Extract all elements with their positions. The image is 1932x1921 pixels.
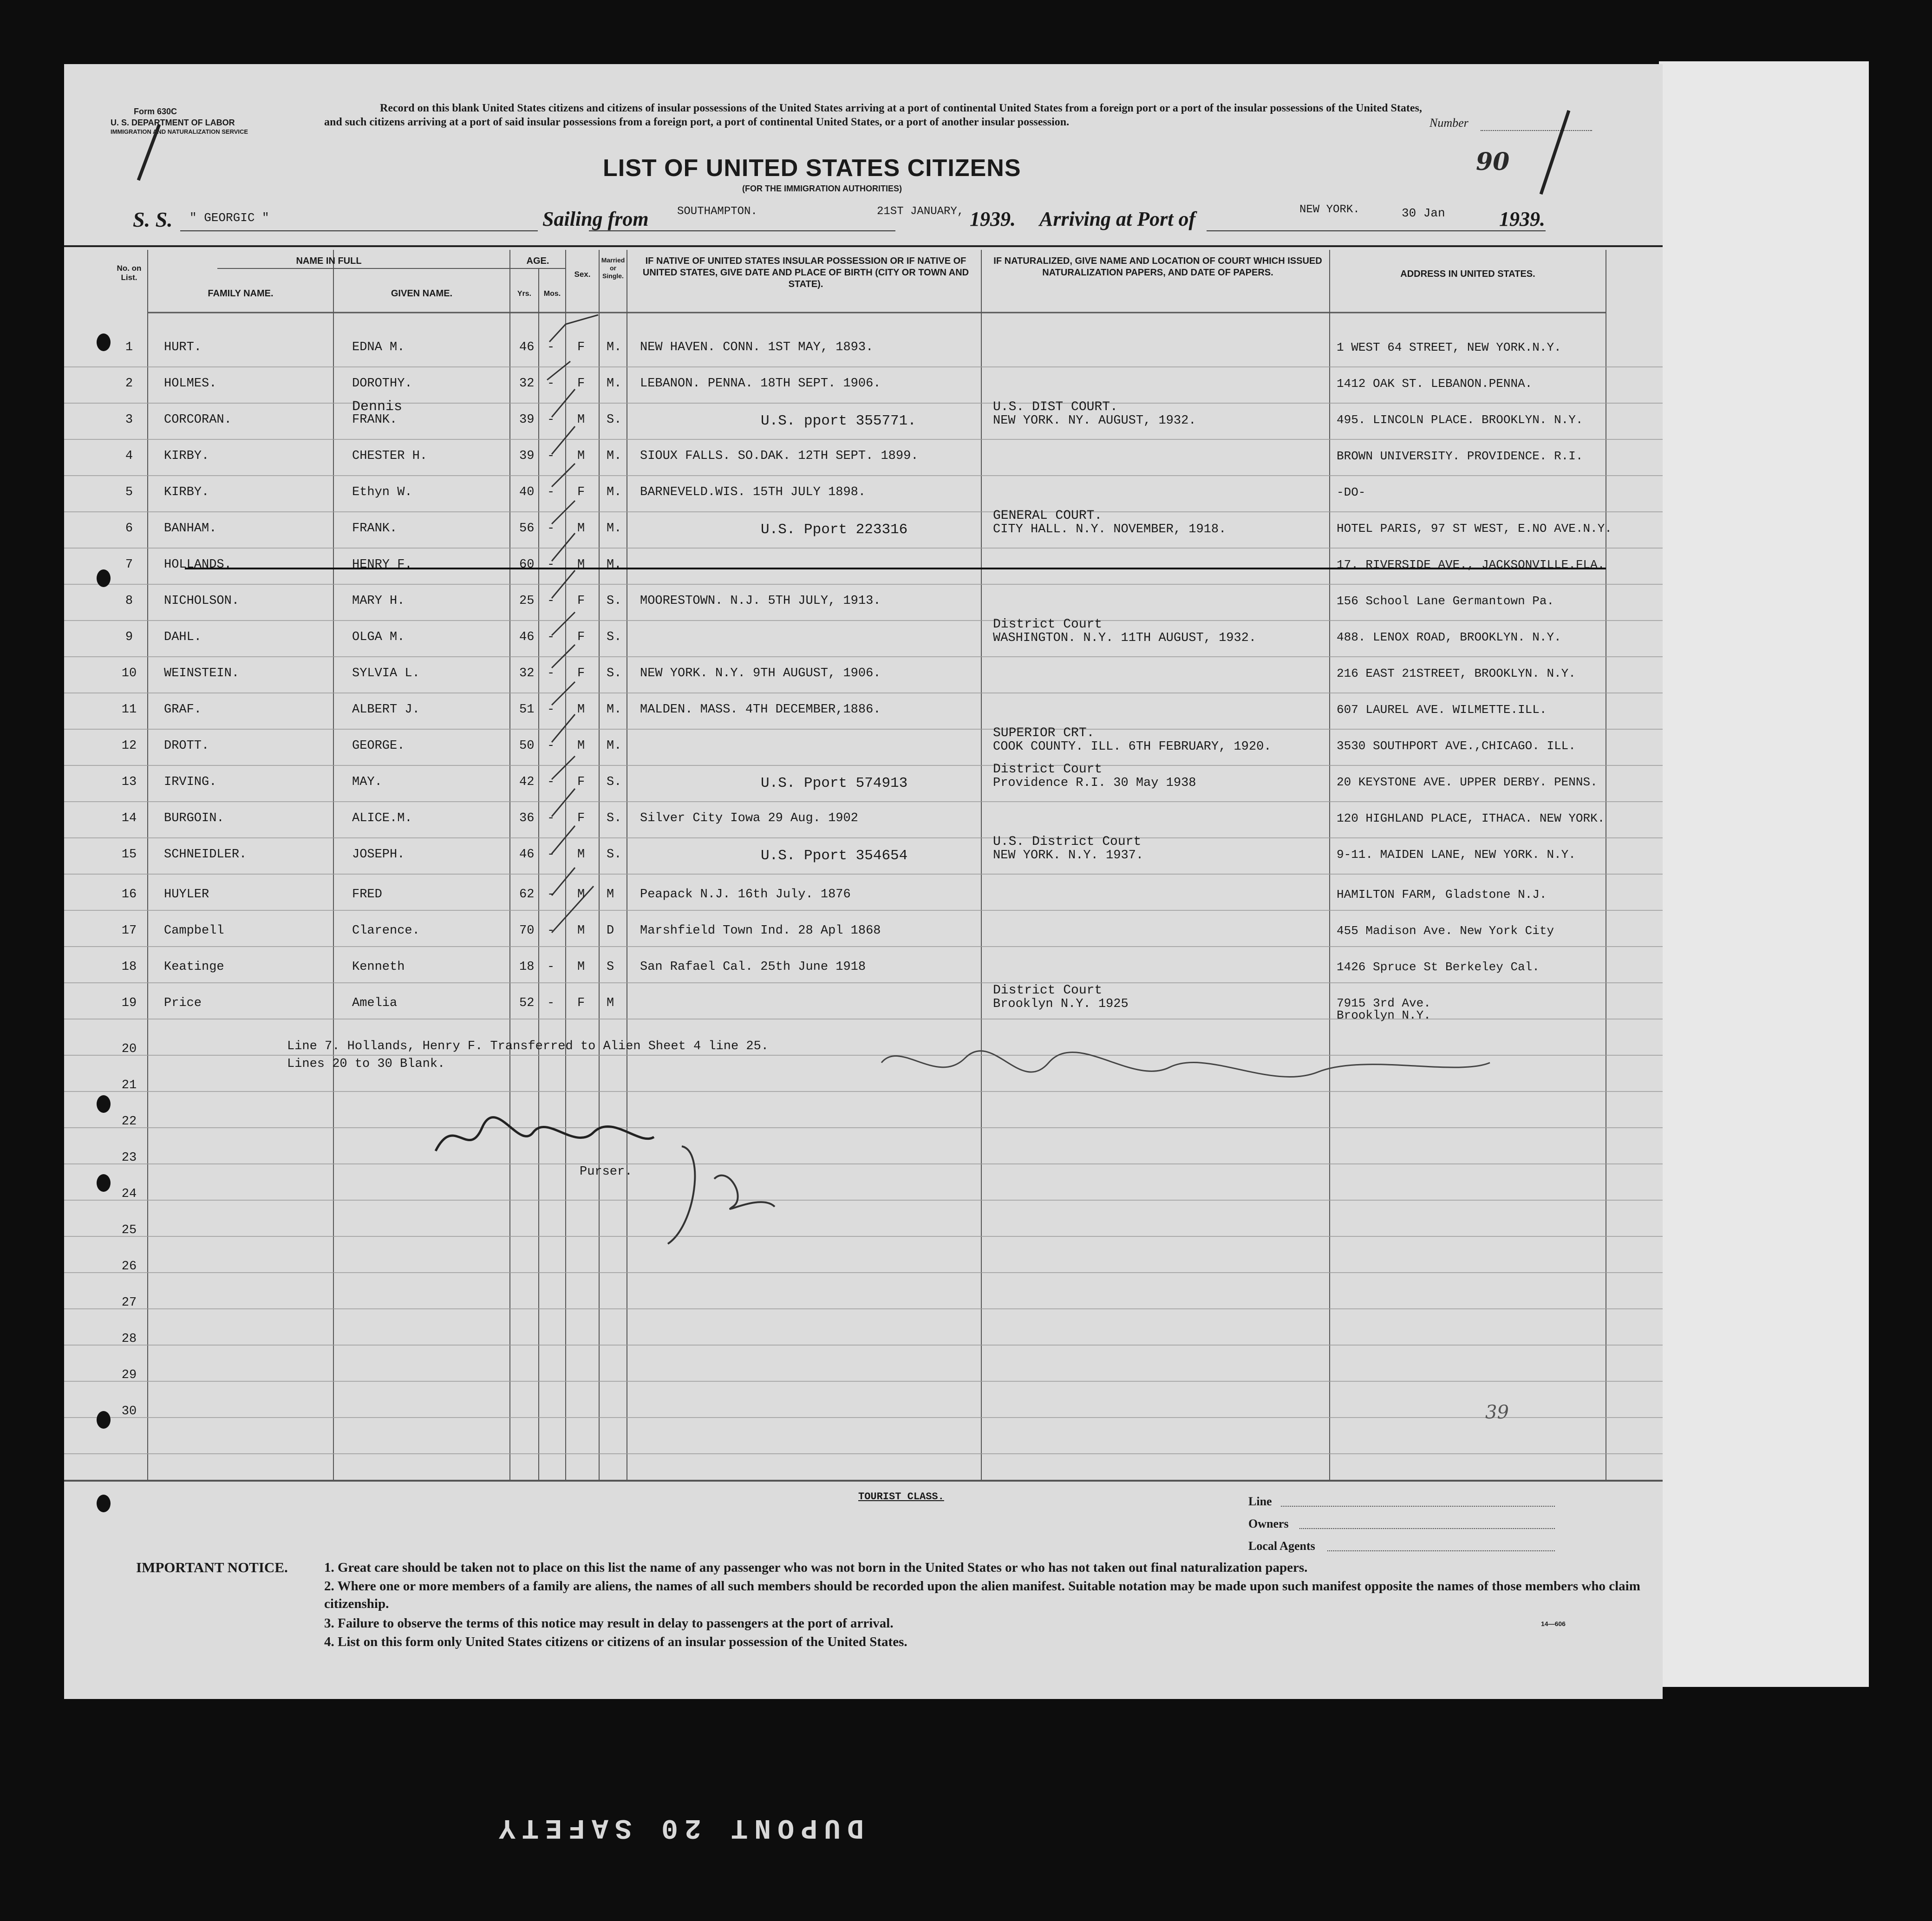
age-years: 52 — [519, 996, 535, 1010]
empty-line-number: 23 — [121, 1151, 137, 1165]
address: -DO- — [1337, 485, 1366, 499]
line-number: 1 — [125, 340, 133, 354]
arriving-port: NEW YORK. — [1299, 203, 1360, 216]
agents-label: Local Agents — [1248, 1539, 1315, 1553]
line-number: 9 — [125, 630, 133, 644]
sex: M — [577, 413, 585, 427]
marital-status: M. — [607, 449, 622, 463]
address: 216 EAST 21STREET, BROOKLYN. N.Y. — [1337, 666, 1576, 680]
birth-info: Peapack N.J. 16th July. 1876 — [640, 888, 851, 902]
table-grid — [64, 64, 1663, 1699]
sex: F — [577, 377, 585, 391]
given-name: FRANK. — [352, 522, 398, 536]
ship-name: " GEORGIC " — [189, 211, 269, 225]
naturalization-location: Brooklyn N.Y. 1925 — [993, 997, 1129, 1011]
col-header-no: No. on List. — [117, 264, 142, 282]
age-months: - — [547, 848, 555, 862]
family-name: Campbell — [164, 924, 224, 938]
naturalization-location: COOK COUNTY. ILL. 6TH FEBRUARY, 1920. — [993, 740, 1272, 754]
naturalization-court: District Court — [993, 762, 1103, 777]
notice-title: IMPORTANT NOTICE. — [136, 1559, 288, 1575]
age-months: - — [547, 739, 555, 753]
line-number: 4 — [125, 449, 133, 463]
film-edge-print: DUPONT 20 SAFETY — [492, 1811, 864, 1843]
sex: F — [577, 630, 585, 644]
sex: M — [577, 558, 585, 572]
naturalization-court: U.S. DIST COURT. — [993, 400, 1118, 414]
address: 7915 3rd Ave. — [1337, 996, 1431, 1010]
punch-hole — [97, 1095, 111, 1113]
address: BROWN UNIVERSITY. PROVIDENCE. R.I. — [1337, 449, 1583, 463]
naturalization-location: NEW YORK. N.Y. 1937. — [993, 849, 1144, 862]
col-header-age: AGE. — [526, 256, 549, 266]
marital-status: S. — [607, 811, 622, 825]
line-number: 14 — [121, 811, 137, 825]
address: 17. RIVERSIDE AVE., JACKSONVILLE.FLA. — [1337, 558, 1605, 572]
sex: M — [577, 739, 585, 753]
naturalization-location: CITY HALL. N.Y. NOVEMBER, 1918. — [993, 523, 1227, 536]
sex: F — [577, 666, 585, 680]
year-1: 1939. — [970, 208, 1016, 230]
birth-info: Silver City Iowa 29 Aug. 1902 — [640, 811, 858, 825]
arriving-label: Arriving at Port of — [1039, 208, 1196, 230]
given-name: CHESTER H. — [352, 449, 428, 463]
marital-status: M. — [607, 703, 622, 717]
age-years: 51 — [519, 703, 535, 717]
age-months: - — [547, 594, 555, 608]
naturalization-court: SUPERIOR CRT. — [993, 726, 1095, 740]
birth-info: U.S. Pport 354654 — [761, 848, 908, 864]
address: 607 LAUREL AVE. WILMETTE.ILL. — [1337, 703, 1547, 717]
line-number: 15 — [121, 848, 137, 862]
sex: F — [577, 485, 585, 499]
notice-1: 1. Great care should be taken not to place on this list the name of any passenger who was not born in the United States or who has not taken out final naturalization papers. — [324, 1560, 1308, 1575]
given-name: HENRY F. — [352, 558, 412, 572]
address: 9-11. MAIDEN LANE, NEW YORK. N.Y. — [1337, 848, 1576, 862]
marital-status: D — [607, 924, 614, 938]
marital-status: M. — [607, 522, 622, 536]
empty-line-number: 25 — [121, 1223, 137, 1237]
given-name-addition: Dennis — [352, 399, 403, 415]
given-name: ALICE.M. — [352, 811, 412, 825]
birth-info: San Rafael Cal. 25th June 1918 — [640, 960, 866, 974]
age-months: - — [547, 924, 555, 938]
age-years: 18 — [519, 960, 535, 974]
age-months: - — [547, 775, 555, 789]
line-number: 3 — [125, 413, 133, 427]
family-name: IRVING. — [164, 775, 217, 789]
age-years: 56 — [519, 522, 535, 536]
list-number: 90 — [1476, 148, 1510, 176]
naturalization-court: U.S. District Court — [993, 835, 1142, 849]
marital-status: M. — [607, 377, 622, 391]
address: 1412 OAK ST. LEBANON.PENNA. — [1337, 377, 1533, 391]
address: 20 KEYSTONE AVE. UPPER DERBY. PENNS. — [1337, 775, 1598, 789]
family-name: HOLMES. — [164, 377, 217, 391]
age-years: 32 — [519, 377, 535, 391]
number-label: Number — [1429, 116, 1469, 130]
age-months: - — [547, 485, 555, 499]
family-name: DAHL. — [164, 630, 202, 644]
family-name: CORCORAN. — [164, 413, 232, 427]
owners-underline — [1299, 1528, 1555, 1529]
age-years: 70 — [519, 924, 535, 938]
given-name: EDNA M. — [352, 340, 405, 354]
birth-info: NEW HAVEN. CONN. 1ST MAY, 1893. — [640, 340, 874, 354]
age-years: 32 — [519, 666, 535, 680]
family-name: Price — [164, 996, 202, 1010]
age-months: - — [547, 811, 555, 825]
age-months: - — [547, 340, 555, 354]
address: 120 HIGHLAND PLACE, ITHACA. NEW YORK. — [1337, 811, 1605, 825]
marital-status: M. — [607, 558, 622, 572]
marital-status: M. — [607, 739, 622, 753]
age-months: - — [547, 522, 555, 536]
line-number: 10 — [121, 666, 137, 680]
marital-status: S — [607, 960, 614, 974]
age-months: - — [547, 703, 555, 717]
empty-line-number: 20 — [121, 1042, 137, 1056]
given-name: OLGA M. — [352, 630, 405, 644]
sex: M — [577, 848, 585, 862]
punch-hole — [97, 569, 111, 587]
age-years: 46 — [519, 630, 535, 644]
marital-status: S. — [607, 594, 622, 608]
birth-info: NEW YORK. N.Y. 9TH AUGUST, 1906. — [640, 666, 881, 680]
line-underline — [1281, 1506, 1555, 1507]
age-months: - — [547, 666, 555, 680]
line-number: 17 — [121, 924, 137, 938]
birth-info: SIOUX FALLS. SO.DAK. 12TH SEPT. 1899. — [640, 449, 919, 463]
adjacent-page — [1659, 61, 1869, 1687]
marital-status: M. — [607, 340, 622, 354]
page-mark: 39 — [1485, 1402, 1509, 1423]
line-number: 7 — [125, 558, 133, 572]
family-name: HURT. — [164, 340, 202, 354]
line-number: 11 — [121, 703, 137, 717]
given-name: ALBERT J. — [352, 703, 420, 717]
given-name: Amelia — [352, 996, 398, 1010]
empty-line-number: 24 — [121, 1187, 137, 1201]
ss-label: S. S. — [133, 208, 173, 231]
birth-info: Marshfield Town Ind. 28 Apl 1868 — [640, 924, 881, 938]
punch-hole — [97, 333, 111, 351]
birth-info: BARNEVELD.WIS. 15TH JULY 1898. — [640, 485, 866, 499]
age-years: 25 — [519, 594, 535, 608]
form-number: Form 630C — [134, 107, 177, 116]
marital-status: S. — [607, 666, 622, 680]
given-name: FRANK. — [352, 413, 398, 427]
empty-line-number: 21 — [121, 1078, 137, 1092]
manifest-sheet — [64, 64, 1663, 1699]
birth-info: MOORESTOWN. N.J. 5TH JULY, 1913. — [640, 594, 881, 608]
age-years: 42 — [519, 775, 535, 789]
service: IMMIGRATION AND NATURALIZATION SERVICE — [111, 128, 248, 135]
address: HOTEL PARIS, 97 ST WEST, E.NO AVE.N.Y. — [1337, 522, 1612, 536]
sex: M — [577, 888, 585, 902]
age-years: 40 — [519, 485, 535, 499]
age-years: 46 — [519, 340, 535, 354]
sex: F — [577, 996, 585, 1010]
col-header-mos: Mos. — [543, 290, 561, 298]
department: U. S. DEPARTMENT OF LABOR — [111, 118, 235, 127]
age-years: 39 — [519, 413, 535, 427]
address: 1 WEST 64 STREET, NEW YORK.N.Y. — [1337, 340, 1561, 354]
line-number: 6 — [125, 522, 133, 536]
family-name: DROTT. — [164, 739, 209, 753]
line-number: 8 — [125, 594, 133, 608]
marital-status: S. — [607, 630, 622, 644]
sex: M — [577, 703, 585, 717]
naturalization-location: WASHINGTON. N.Y. 11TH AUGUST, 1932. — [993, 631, 1257, 645]
birth-info: U.S. pport 355771. — [761, 413, 916, 429]
sex: F — [577, 594, 585, 608]
col-header-married: Married or Single. — [601, 256, 625, 280]
line-number: 18 — [121, 960, 137, 974]
sailing-date: 21ST JANUARY, — [877, 205, 964, 218]
col-header-given: GIVEN NAME. — [391, 288, 453, 299]
family-name: BURGOIN. — [164, 811, 224, 825]
age-years: 39 — [519, 449, 535, 463]
naturalization-location: Providence R.I. 30 May 1938 — [993, 776, 1196, 790]
empty-line-number: 28 — [121, 1332, 137, 1346]
marital-status: S. — [607, 775, 622, 789]
owners-label: Owners — [1248, 1517, 1289, 1530]
family-name: SCHNEIDLER. — [164, 848, 247, 862]
age-months: - — [547, 377, 555, 391]
empty-line-number: 26 — [121, 1260, 137, 1274]
marital-status: S. — [607, 848, 622, 862]
given-name: DOROTHY. — [352, 377, 412, 391]
page-subtitle: (FOR THE IMMIGRATION AUTHORITIES) — [742, 184, 902, 193]
birth-info: MALDEN. MASS. 4TH DECEMBER,1886. — [640, 703, 881, 717]
sex: M — [577, 449, 585, 463]
naturalization-location: NEW YORK. NY. AUGUST, 1932. — [993, 414, 1196, 428]
age-years: 50 — [519, 739, 535, 753]
marital-status: M — [607, 888, 614, 902]
line-number: 13 — [121, 775, 137, 789]
col-header-family: FAMILY NAME. — [208, 288, 274, 299]
form-code: 14—606 — [1541, 1620, 1566, 1627]
year-2: 1939. — [1499, 208, 1545, 230]
empty-line-number: 22 — [121, 1115, 137, 1129]
address: 455 Madison Ave. New York City — [1337, 924, 1554, 938]
line-label: Line — [1248, 1495, 1272, 1508]
given-name: Ethyn W. — [352, 485, 412, 499]
empty-line-number: 27 — [121, 1296, 137, 1310]
col-header-yrs: Yrs. — [517, 290, 532, 298]
family-name: GRAF. — [164, 703, 202, 717]
marital-status: S. — [607, 413, 622, 427]
col-header-naturalized: IF NATURALIZED, GIVE NAME AND LOCATION OF COURT WHICH ISSUED NATURALIZATION PAPERS, AND DATE OF PAPERS. — [993, 256, 1322, 278]
age-years: 46 — [519, 848, 535, 862]
family-name: HUYLER — [164, 888, 209, 902]
family-name: HOLLANDS. — [164, 558, 232, 572]
line-number: 2 — [125, 377, 133, 391]
given-name: Kenneth — [352, 960, 405, 974]
purser-label: Purser. — [580, 1165, 633, 1179]
given-name: MAY. — [352, 775, 382, 789]
given-name: JOSEPH. — [352, 848, 405, 862]
notice-2: 2. Where one or more members of a family are aliens, the names of all such members should be recorded upon the alien manifest. Suitable notation may be made upon such manifest opposite the names of those members who claim citizenship. — [324, 1579, 1640, 1611]
age-months: - — [547, 996, 555, 1010]
col-header-name-in-full: NAME IN FULL — [296, 256, 362, 266]
line-number: 19 — [121, 996, 137, 1010]
age-years: 60 — [519, 558, 535, 572]
age-years: 36 — [519, 811, 535, 825]
punch-hole — [97, 1174, 111, 1192]
blank-lines-note: Lines 20 to 30 Blank. — [287, 1057, 445, 1071]
naturalization-court: District Court — [993, 617, 1103, 632]
sex: M — [577, 522, 585, 536]
age-years: 62 — [519, 888, 535, 902]
birth-info: U.S. Pport 574913 — [761, 775, 908, 791]
age-months: - — [547, 558, 555, 572]
family-name: Keatinge — [164, 960, 224, 974]
given-name: MARY H. — [352, 594, 405, 608]
given-name: SYLVIA L. — [352, 666, 420, 680]
line-number: 12 — [121, 739, 137, 753]
given-name: FRED — [352, 888, 382, 902]
age-months: - — [547, 413, 555, 427]
sex: M — [577, 924, 585, 938]
notice-4: 4. List on this form only United States citizens or citizens of an insular possession of the United States. — [324, 1634, 907, 1649]
address: 1426 Spruce St Berkeley Cal. — [1337, 960, 1540, 974]
age-months: - — [547, 960, 555, 974]
address: 488. LENOX ROAD, BROOKLYN. N.Y. — [1337, 630, 1561, 644]
page-title: LIST OF UNITED STATES CITIZENS — [603, 155, 1021, 182]
empty-line-number: 29 — [121, 1368, 137, 1382]
age-months: - — [547, 449, 555, 463]
empty-line-number: 30 — [121, 1405, 137, 1418]
address: 3530 SOUTHPORT AVE.,CHICAGO. ILL. — [1337, 739, 1576, 753]
address-line-2: Brooklyn N.Y. — [1337, 1008, 1431, 1022]
family-name: BANHAM. — [164, 522, 217, 536]
sailing-label: Sailing from — [542, 208, 649, 230]
family-name: NICHOLSON. — [164, 594, 240, 608]
col-header-birth: IF NATIVE OF UNITED STATES INSULAR POSSESSION OR IF NATIVE OF UNITED STATES, GIVE DATE AND PLACE OF BIRTH (CITY OR TOWN AND STATE). — [642, 256, 969, 289]
agents-underline — [1327, 1550, 1555, 1551]
sailing-from: SOUTHAMPTON. — [677, 205, 757, 218]
transfer-note: Line 7. Hollands, Henry F. Transferred to Alien Sheet 4 line 25. — [287, 1039, 769, 1053]
marital-status: M — [607, 996, 614, 1010]
col-header-sex: Sex. — [574, 270, 591, 279]
tourist-class: TOURIST CLASS. — [858, 1491, 944, 1503]
instructions: Record on this blank United States citizens and citizens of insular possessions of the United States arriving at a port of continental United States from a foreign port or a port of the insular possessions of the United States, and such citizens arriving at a port of said insular possessions from a foreign port, a port of continental United States, or a port of another insular possession. — [324, 102, 1422, 128]
age-months: - — [547, 888, 555, 902]
birth-info: LEBANON. PENNA. 18TH SEPT. 1906. — [640, 377, 881, 391]
sex: F — [577, 811, 585, 825]
address: 495. LINCOLN PLACE. BROOKLYN. N.Y. — [1337, 413, 1583, 427]
birth-info: U.S. Pport 223316 — [761, 522, 908, 538]
given-name: Clarence. — [352, 924, 420, 938]
line-number: 16 — [121, 888, 137, 902]
naturalization-court: GENERAL COURT. — [993, 509, 1103, 523]
line-number: 5 — [125, 485, 133, 499]
arriving-date: 30 Jan — [1402, 206, 1445, 220]
address: HAMILTON FARM, Gladstone N.J. — [1337, 888, 1547, 902]
address: 156 School Lane Germantown Pa. — [1337, 594, 1554, 608]
sex: F — [577, 775, 585, 789]
marital-status: M. — [607, 485, 622, 499]
family-name: KIRBY. — [164, 449, 209, 463]
col-header-address: ADDRESS IN UNITED STATES. — [1400, 269, 1535, 279]
naturalization-court: District Court — [993, 983, 1103, 998]
notice-3: 3. Failure to observe the terms of this notice may result in delay to passengers at the port of arrival. — [324, 1616, 894, 1631]
given-name: GEORGE. — [352, 739, 405, 753]
family-name: KIRBY. — [164, 485, 209, 499]
age-months: - — [547, 630, 555, 644]
sex: M — [577, 960, 585, 974]
family-name: WEINSTEIN. — [164, 666, 240, 680]
punch-hole — [97, 1495, 111, 1512]
punch-hole — [97, 1411, 111, 1429]
sex: F — [577, 340, 585, 354]
